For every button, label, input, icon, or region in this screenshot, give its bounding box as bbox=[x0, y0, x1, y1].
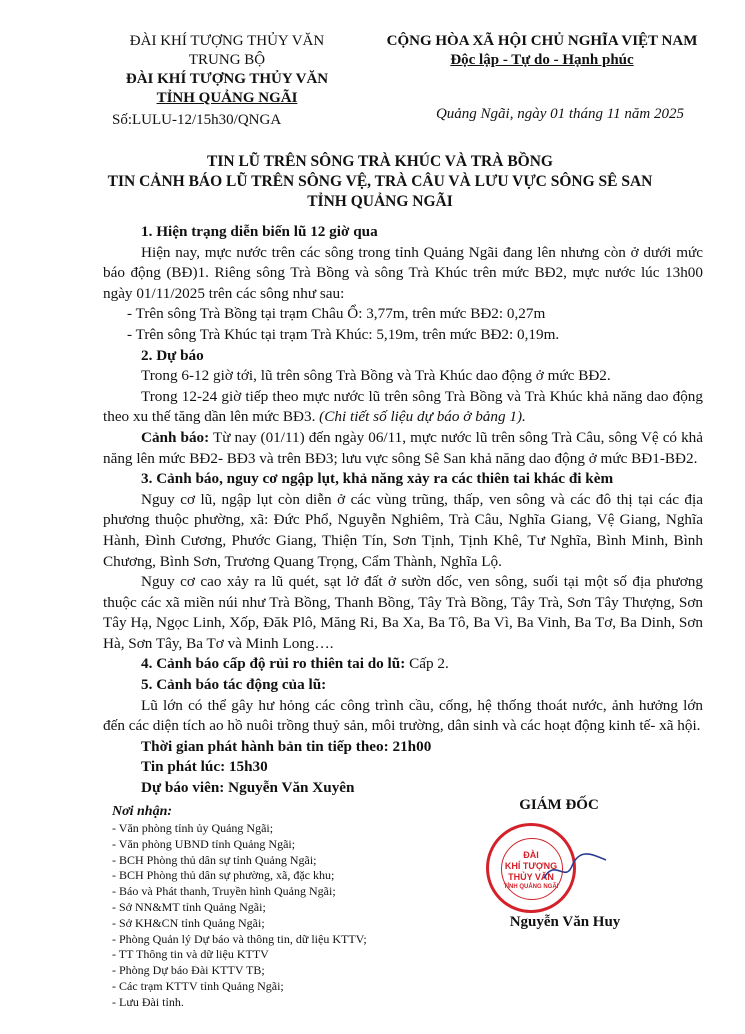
recipient-item: - Văn phòng UBND tỉnh Quảng Ngãi; bbox=[112, 836, 296, 851]
forecaster: Dự báo viên: Nguyễn Văn Xuyên bbox=[141, 779, 355, 797]
recipients-heading: Nơi nhận: bbox=[112, 804, 173, 819]
recipient-item: - Sở NN&MT tỉnh Quảng Ngãi; bbox=[112, 899, 266, 914]
official-seal: ĐÀI KHÍ TƯỢNG THỦY VĂN TỈNH QUẢNG NGÃI bbox=[486, 823, 576, 913]
recipients-list bbox=[112, 821, 452, 1011]
title-line3: TỈNH QUẢNG NGÃI bbox=[307, 193, 453, 210]
section3-paragraph2: Nguy cơ cao xảy ra lũ quét, sạt lở đất ở sườn dốc, ven sông, suối tại một số địa phương thuộc các xã miền núi như Trà Bồng, Thanh Bồng, Tây Trà Bồng, Tây Trà, Sơn Tây Thượng, Sơn Tây Hạ, Ngọc Linh, Xốp, Đăk Plô, Măng Ri, Ba Xa, Ba Tô, Ba Vì, Ba Vinh, Ba Tơ, Ba Dinh, Sơn Hà, Sơn Tây, Ba Tơ và Minh Long…. bbox=[103, 573, 703, 652]
recipient-item: - Các trạm KTTV tỉnh Quảng Ngãi; bbox=[112, 978, 284, 993]
section1-heading: 1. Hiện trạng diễn biến lũ 12 giờ qua bbox=[141, 223, 378, 240]
recipients bbox=[112, 803, 452, 1011]
station-line2: TỈNH QUẢNG NGÃI bbox=[156, 90, 298, 106]
document-body bbox=[103, 222, 703, 799]
agency-line2: TRUNG BỘ bbox=[188, 52, 266, 68]
section4-heading: 4. Cảnh báo cấp độ rủi ro thiên tai do lũ: bbox=[141, 655, 406, 673]
recipient-item: - TT Thông tin và dữ liệu KTTV bbox=[112, 947, 269, 962]
section4 bbox=[103, 654, 703, 675]
signature-scribble bbox=[540, 848, 610, 888]
signer-name: Nguyễn Văn Huy bbox=[509, 914, 621, 930]
section3-paragraph1: Nguy cơ lũ, ngập lụt còn diễn ở các vùng trũng, thấp, ven sông và các đô thị tại các địa phương thuộc phường, xã: Đức Phổ, Nguyễn Nghiêm, Trà Câu, Nghĩa Giang, Vệ Giang, Nghĩa Hành, Đình Cương, Phước Giang, Thiện Tín, Sơn Tịnh, Tịnh Khê, Tư Nghĩa, Bình Minh, Bình Chương, Bình Sơn, Trương Quang Trọng, Cẩm Thành, Nghĩa Lộ. bbox=[103, 490, 703, 570]
risk-level: Cấp 2. bbox=[409, 655, 449, 673]
forecaster-name: Nguyễn Văn Xuyên bbox=[228, 779, 355, 797]
warning-label: Cảnh báo: bbox=[141, 428, 210, 446]
document-title bbox=[80, 152, 680, 212]
agency-line1: ĐÀI KHÍ TƯỢNG THỦY VĂN bbox=[129, 33, 325, 49]
section5-paragraph: Lũ lớn có thể gây hư hỏng các công trình cầu, cống, hệ thống thoát nước, ảnh hưởng lớn đến các diện tích ao hồ nuôi trồng thuỷ sản, môi trường, dân sinh và các hoạt động kinh tế- xã hội. bbox=[103, 696, 703, 735]
section1-item2: - Trên sông Trà Khúc tại trạm Trà Khúc: 5,19m, trên mức BĐ2: 0,19m. bbox=[127, 325, 560, 343]
doc-number: Số:LULU-12/15h30/QNGA bbox=[112, 112, 282, 128]
recipient-item: - Văn phòng tỉnh ủy Quảng Ngãi; bbox=[112, 821, 274, 835]
motto: Độc lập - Tự do - Hạnh phúc bbox=[450, 52, 634, 68]
recipient-item: - BCH Phòng thủ dân sự phường, xã, đặc khu; bbox=[112, 868, 335, 883]
table-note: (Chi tiết số liệu dự báo ở bảng 1). bbox=[319, 408, 526, 426]
recipient-item: - Lưu Đài tỉnh. bbox=[112, 994, 184, 1009]
country-name: CỘNG HÒA XÃ HỘI CHỦ NGHĨA VIỆT NAM bbox=[386, 33, 698, 49]
title-line1: TIN LŨ TRÊN SÔNG TRÀ KHÚC VÀ TRÀ BỒNG bbox=[207, 153, 553, 170]
recipient-item: - Sở KH&CN tỉnh Quảng Ngãi; bbox=[112, 915, 265, 930]
station-line1: ĐÀI KHÍ TƯỢNG THỦY VĂN bbox=[125, 71, 329, 87]
recipient-item: - Phòng Dự báo Đài KTTV TB; bbox=[112, 963, 265, 978]
issued-time: Tin phát lúc: 15h30 bbox=[141, 758, 268, 776]
place-date: Quảng Ngãi, ngày 01 tháng 11 năm 2025 bbox=[435, 106, 685, 122]
section2-paragraph2: Trong 12-24 giờ tiếp theo mực nước lũ trên sông Trà Bồng và Trà Khúc khả năng dao động theo xu thế tăng dần lên mức BĐ3. (Chi tiết số liệu dự báo ở bảng 1). bbox=[103, 387, 703, 426]
signature-title: GIÁM ĐỐC bbox=[519, 797, 599, 813]
next-release-time: 21h00 bbox=[392, 737, 432, 755]
agency-header bbox=[92, 32, 362, 108]
recipient-item: - Phòng Quản lý Dự báo và thông tin, dữ liệu KTTV; bbox=[112, 931, 367, 946]
next-release: Thời gian phát hành bản tin tiếp theo: 21h00 bbox=[141, 737, 432, 755]
recipient-item: - Báo và Phát thanh, Truyền hình Quảng Ngãi; bbox=[112, 884, 336, 899]
section3-heading: 3. Cảnh báo, nguy cơ ngập lụt, khả năng xảy ra các thiên tai khác đi kèm bbox=[141, 470, 614, 488]
recipient-item: - BCH Phòng thủ dân sự tỉnh Quảng Ngãi; bbox=[112, 852, 317, 867]
section1-item1: - Trên sông Trà Bồng tại trạm Châu Ổ: 3,77m, trên mức BĐ2: 0,27m bbox=[127, 305, 546, 323]
section2-paragraph1: Trong 6-12 giờ tới, lũ trên sông Trà Bồng và Trà Khúc dao động ở mức BĐ2. bbox=[141, 367, 611, 385]
section1-paragraph: Hiện nay, mực nước trên các sông trong tỉnh Quảng Ngãi đang lên nhưng còn ở dưới mức báo động (BĐ)1. Riêng sông Trà Bồng và sông Trà Khúc trên mức BĐ2, mực nước lúc 13h00 ngày 01/11/2025 trên các sông như sau: bbox=[103, 243, 703, 302]
warning-paragraph: Cảnh báo: Từ nay (01/11) đến ngày 06/11, mực nước lũ trên sông Trà Câu, sông Vệ có khả năng lên mức BĐ2- BĐ3 và trên BĐ3; lưu vực sông Sê San khả năng dao động ở mức BĐ1-BĐ2. bbox=[103, 428, 703, 467]
section2-heading: 2. Dự báo bbox=[141, 346, 204, 364]
title-line2: TIN CẢNH BÁO LŨ TRÊN SÔNG VỆ, TRÀ CÂU VÀ LƯU VỰC SÔNG SÊ SAN bbox=[107, 173, 653, 190]
section5-heading: 5. Cảnh báo tác động của lũ: bbox=[141, 676, 327, 694]
